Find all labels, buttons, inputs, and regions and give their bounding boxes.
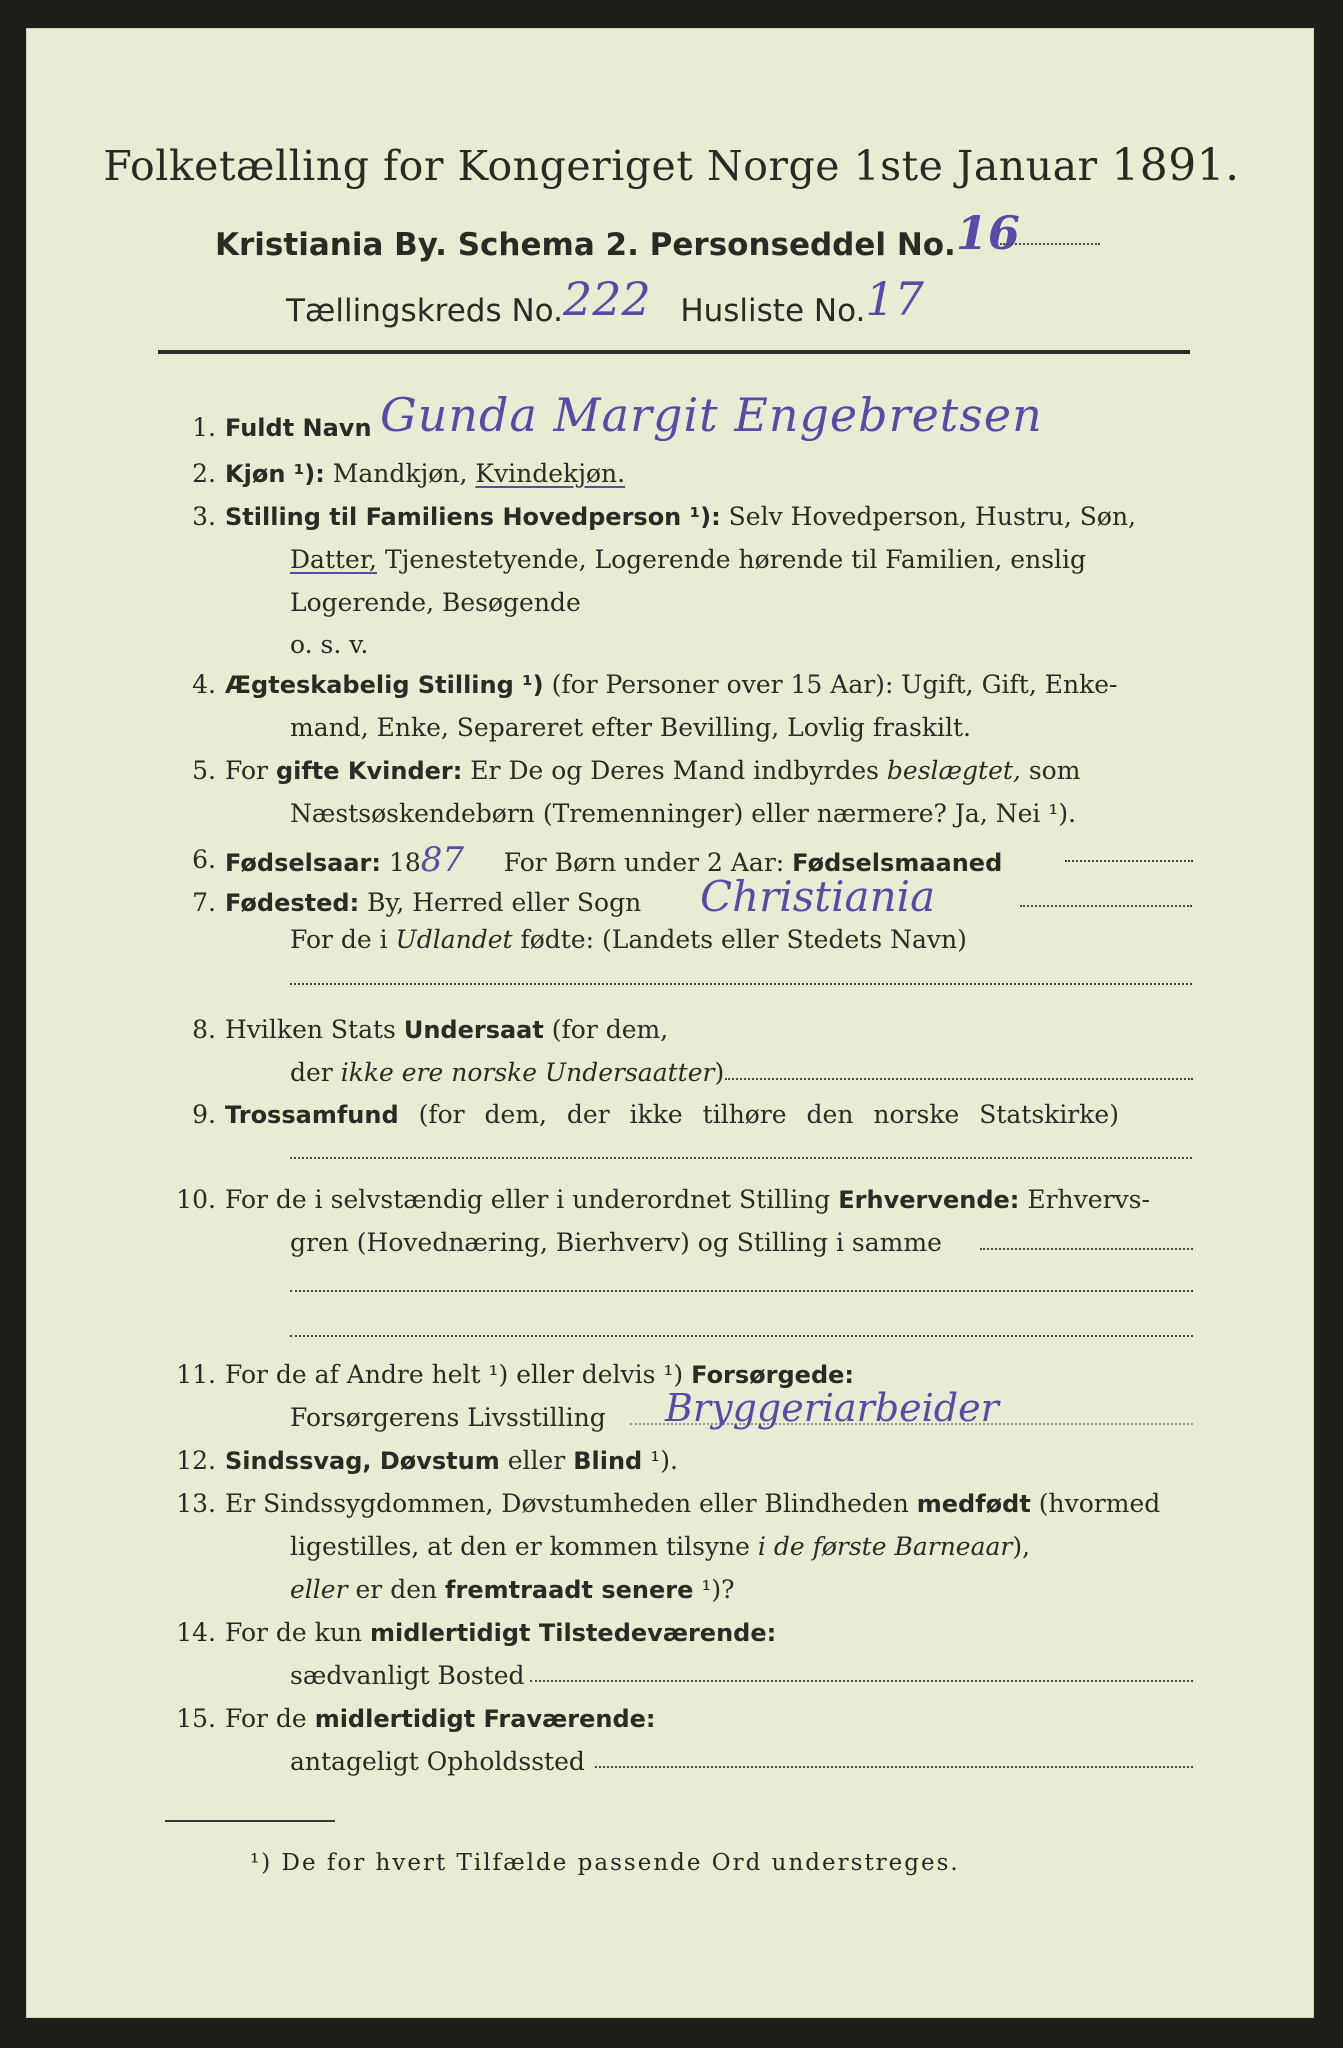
question-13-line2: ligestilles, at den er kommen tilsyne i de første Barneaar), xyxy=(290,1532,1031,1561)
kreds-number: 222 xyxy=(562,272,651,326)
question-15-line2: antageligt Opholdssted xyxy=(290,1747,585,1776)
trossamfund-dotline xyxy=(290,1157,1192,1159)
form-subtitle: Kristiania By. Schema 2. Personseddel No.16 xyxy=(215,206,1020,263)
personseddel-number: 16 xyxy=(955,206,1020,260)
question-4-line2: mand, Enke, Separeret efter Bevilling, Lovlig fraskilt. xyxy=(290,713,971,742)
question-14-line2: sædvanligt Bosted xyxy=(290,1661,525,1690)
provider-occupation-answer: Bryggeriarbeider xyxy=(665,1386,999,1430)
form-title: Folketælling for Kongeriget Norge 1ste Januar 1891. xyxy=(103,140,1240,191)
opholdssted-dotline xyxy=(595,1766,1193,1768)
full-name-answer: Gunda Margit Engebretsen xyxy=(380,388,1043,442)
kvindekjon-selected: Kvindekjøn. xyxy=(475,459,626,488)
question-3-line2: Datter, Tjenestetyende, Logerende hørende til Familien, enslig xyxy=(290,545,1087,574)
question-7-line2: For de i Udlandet fødte: (Landets eller Stedets Navn) xyxy=(290,925,967,954)
foreign-birthplace-dotline xyxy=(290,983,1192,985)
birthplace-answer: Christiania xyxy=(700,872,936,921)
header-divider xyxy=(158,350,1190,354)
erhverv-dotline-1 xyxy=(980,1248,1193,1250)
footnote: ¹) De for hvert Tilfælde passende Ord understreges. xyxy=(250,1850,960,1876)
bosted-dotline xyxy=(530,1680,1193,1682)
erhverv-dotline-3 xyxy=(290,1335,1193,1337)
question-5-line2: Næstsøskendebørn (Tremenninger) eller nærmere? Ja, Nei ¹). xyxy=(290,799,1077,828)
question-3-line3: Logerende, Besøgende xyxy=(290,588,581,617)
question-8-line2: der ikke ere norske Undersaatter) xyxy=(290,1058,725,1087)
form-district-line: Tællingskreds No.222 Husliste No.17 xyxy=(286,272,924,329)
question-13-line3: eller er den fremtraadt senere ¹)? xyxy=(290,1575,735,1604)
name-dotline xyxy=(355,437,1215,439)
provider-dotline xyxy=(630,1423,1193,1425)
birth-year-answer: 87 xyxy=(420,840,465,880)
datter-selected: Datter, xyxy=(290,545,377,574)
birth-month-dotline xyxy=(1065,860,1193,862)
question-3-line4: o. s. v. xyxy=(290,630,369,659)
footnote-divider xyxy=(165,1820,335,1822)
personseddel-dotline xyxy=(1000,243,1100,245)
undersaat-dotline xyxy=(725,1078,1193,1080)
husliste-number: 17 xyxy=(865,272,924,326)
question-11-line2: Forsørgerens Livsstilling xyxy=(290,1403,606,1432)
birthplace-dotline xyxy=(1020,905,1192,907)
erhverv-dotline-2 xyxy=(290,1290,1193,1292)
question-10-line2: gren (Hovednæring, Bierhverv) og Stilling i samme xyxy=(290,1228,942,1257)
